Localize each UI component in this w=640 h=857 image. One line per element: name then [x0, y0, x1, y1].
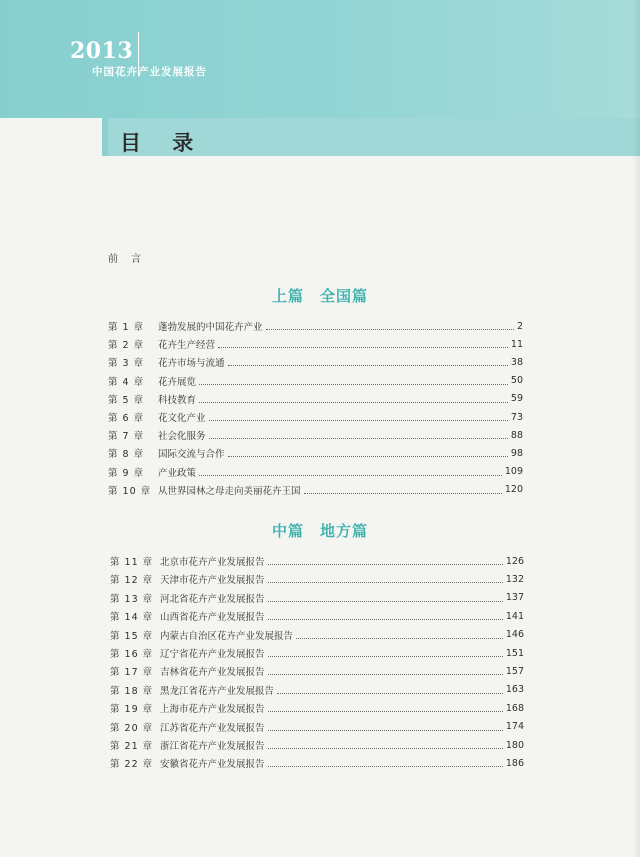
page-number: 151: [505, 647, 524, 659]
chapter-title: 社会化服务: [158, 431, 206, 443]
toc-entry[interactable]: [108, 373, 523, 389]
page-number: 38: [510, 356, 523, 368]
page-number: 120: [504, 484, 523, 496]
toc-entry[interactable]: [110, 608, 524, 624]
toc-entry[interactable]: [110, 553, 524, 569]
toc-entry[interactable]: [108, 354, 523, 370]
chapter-number: 第 21 章: [110, 741, 154, 752]
part-heading-national: 上篇 全国篇: [271, 287, 368, 305]
dot-leader: [304, 492, 502, 494]
toc-entry[interactable]: [110, 719, 524, 735]
toc-entry[interactable]: [110, 627, 524, 643]
dot-leader: [228, 455, 508, 457]
dot-leader: [218, 346, 508, 348]
chapter-number: 第 12 章: [110, 575, 154, 587]
chapter-number: 第 16 章: [110, 649, 154, 660]
chapter-number: 第 14 章: [110, 612, 154, 624]
toc-entry[interactable]: [108, 336, 523, 352]
chapter-title: 科技教育: [158, 394, 197, 406]
chapter-number: 第 1 章: [108, 322, 145, 333]
page-number: 11: [510, 338, 523, 350]
page-number: 50: [510, 375, 523, 387]
chapter-title: 浙江省花卉产业发展报告: [160, 741, 265, 752]
toc-entry[interactable]: [110, 755, 524, 771]
chapter-title: 花卉市场与流通: [158, 358, 225, 370]
report-series-title: 中国花卉产业发展报告: [92, 66, 207, 78]
chapter-number: 第 19 章: [110, 704, 154, 716]
dot-leader: [199, 474, 502, 476]
chapter-title: 花文化产业: [158, 413, 206, 424]
chapter-number: 第 9 章: [108, 467, 145, 479]
chapter-title: 从世界园林之母走向美丽花卉王国: [158, 485, 301, 497]
dot-leader: [268, 765, 503, 767]
page-number: 126: [505, 555, 524, 567]
chapter-title: 内蒙古自治区花卉产业发展报告: [160, 630, 294, 642]
chapter-number: 第 10 章: [108, 485, 152, 497]
dot-leader: [209, 419, 508, 421]
toc-entry-preface[interactable]: 前 言: [108, 254, 147, 265]
dot-leader: [268, 729, 503, 731]
dot-leader: [199, 401, 508, 403]
dot-leader: [199, 383, 508, 385]
dot-leader: [268, 600, 503, 602]
page-number: 59: [510, 393, 523, 405]
page-number: 163: [505, 684, 524, 696]
page-title: 目 录: [120, 131, 206, 155]
dot-leader: [268, 710, 503, 712]
title-band-edge: [102, 118, 108, 156]
chapter-number: 第 2 章: [108, 340, 145, 352]
chapter-title: 花卉展览: [158, 376, 197, 388]
chapter-title: 江苏省花卉产业发展报告: [160, 722, 265, 734]
toc-entry[interactable]: [110, 663, 524, 679]
chapter-number: 第 18 章: [110, 685, 154, 697]
dot-leader: [209, 437, 508, 439]
chapter-number: 第 5 章: [108, 394, 145, 406]
page-number: 141: [505, 610, 524, 622]
page-edge-shadow: [632, 0, 640, 857]
dot-leader: [268, 655, 503, 657]
toc-entry[interactable]: [110, 737, 524, 753]
dot-leader: [268, 747, 503, 749]
toc-entry[interactable]: [108, 464, 523, 480]
dot-leader: [266, 328, 514, 330]
page-number: 88: [510, 429, 523, 441]
toc-entry[interactable]: [108, 482, 523, 498]
chapter-title: 上海市花卉产业发展报告: [160, 704, 265, 716]
toc-entry[interactable]: [110, 700, 524, 716]
page-number: 174: [505, 721, 524, 733]
dot-leader: [268, 563, 503, 565]
toc-entry[interactable]: [108, 409, 523, 425]
chapter-number: 第 8 章: [108, 449, 145, 461]
chapter-title: 山西省花卉产业发展报告: [160, 612, 265, 624]
chapter-number: 第 22 章: [110, 759, 154, 771]
chapter-title: 天津市花卉产业发展报告: [160, 575, 265, 587]
toc-entry[interactable]: [110, 571, 524, 587]
chapter-number: 第 17 章: [110, 667, 154, 679]
toc-entry[interactable]: [108, 445, 523, 461]
chapter-number: 第 13 章: [110, 593, 154, 605]
chapter-title: 国际交流与合作: [158, 449, 225, 461]
chapter-title: 北京市花卉产业发展报告: [160, 557, 265, 568]
report-year: 2013: [70, 38, 134, 64]
chapter-number: 第 6 章: [108, 413, 145, 424]
chapter-number: 第 7 章: [108, 431, 145, 443]
page-number: 180: [505, 739, 524, 751]
chapter-title: 蓬勃发展的中国花卉产业: [158, 322, 263, 333]
toc-entry[interactable]: [108, 391, 523, 407]
chapter-number: 第 20 章: [110, 722, 154, 734]
toc-entry[interactable]: [108, 318, 523, 334]
page-number: 157: [505, 665, 524, 677]
page-number: 109: [504, 466, 523, 478]
dot-leader: [268, 673, 503, 675]
dot-leader: [228, 364, 508, 366]
chapter-title: 河北省花卉产业发展报告: [160, 593, 265, 605]
page-number: 98: [510, 447, 523, 459]
toc-entry[interactable]: [110, 590, 524, 606]
page-number: 2: [516, 320, 523, 332]
toc-entry[interactable]: [108, 427, 523, 443]
chapter-title: 黑龙江省花卉产业发展报告: [160, 685, 275, 697]
chapter-number: 第 11 章: [110, 557, 154, 568]
page-number: 137: [505, 592, 524, 604]
page-number: 186: [505, 757, 524, 769]
chapter-number: 第 4 章: [108, 376, 145, 388]
page-number: 168: [505, 702, 524, 714]
dot-leader: [268, 581, 503, 583]
chapter-number: 第 15 章: [110, 630, 154, 642]
chapter-title: 花卉生产经营: [158, 340, 216, 352]
dot-leader: [296, 637, 503, 639]
dot-leader: [277, 692, 503, 694]
chapter-number: 第 3 章: [108, 358, 145, 370]
dot-leader: [268, 618, 503, 620]
page-number: 73: [510, 411, 523, 423]
chapter-title: 辽宁省花卉产业发展报告: [160, 649, 265, 660]
page-number: 132: [505, 573, 524, 585]
toc-entry[interactable]: [110, 645, 524, 661]
chapter-title: 吉林省花卉产业发展报告: [160, 667, 265, 679]
page-number: 146: [505, 629, 524, 641]
toc-entry[interactable]: [110, 682, 524, 698]
chapter-title: 产业政策: [158, 467, 197, 479]
part-heading-local: 中篇 地方篇: [271, 522, 368, 540]
chapter-title: 安徽省花卉产业发展报告: [160, 759, 265, 771]
